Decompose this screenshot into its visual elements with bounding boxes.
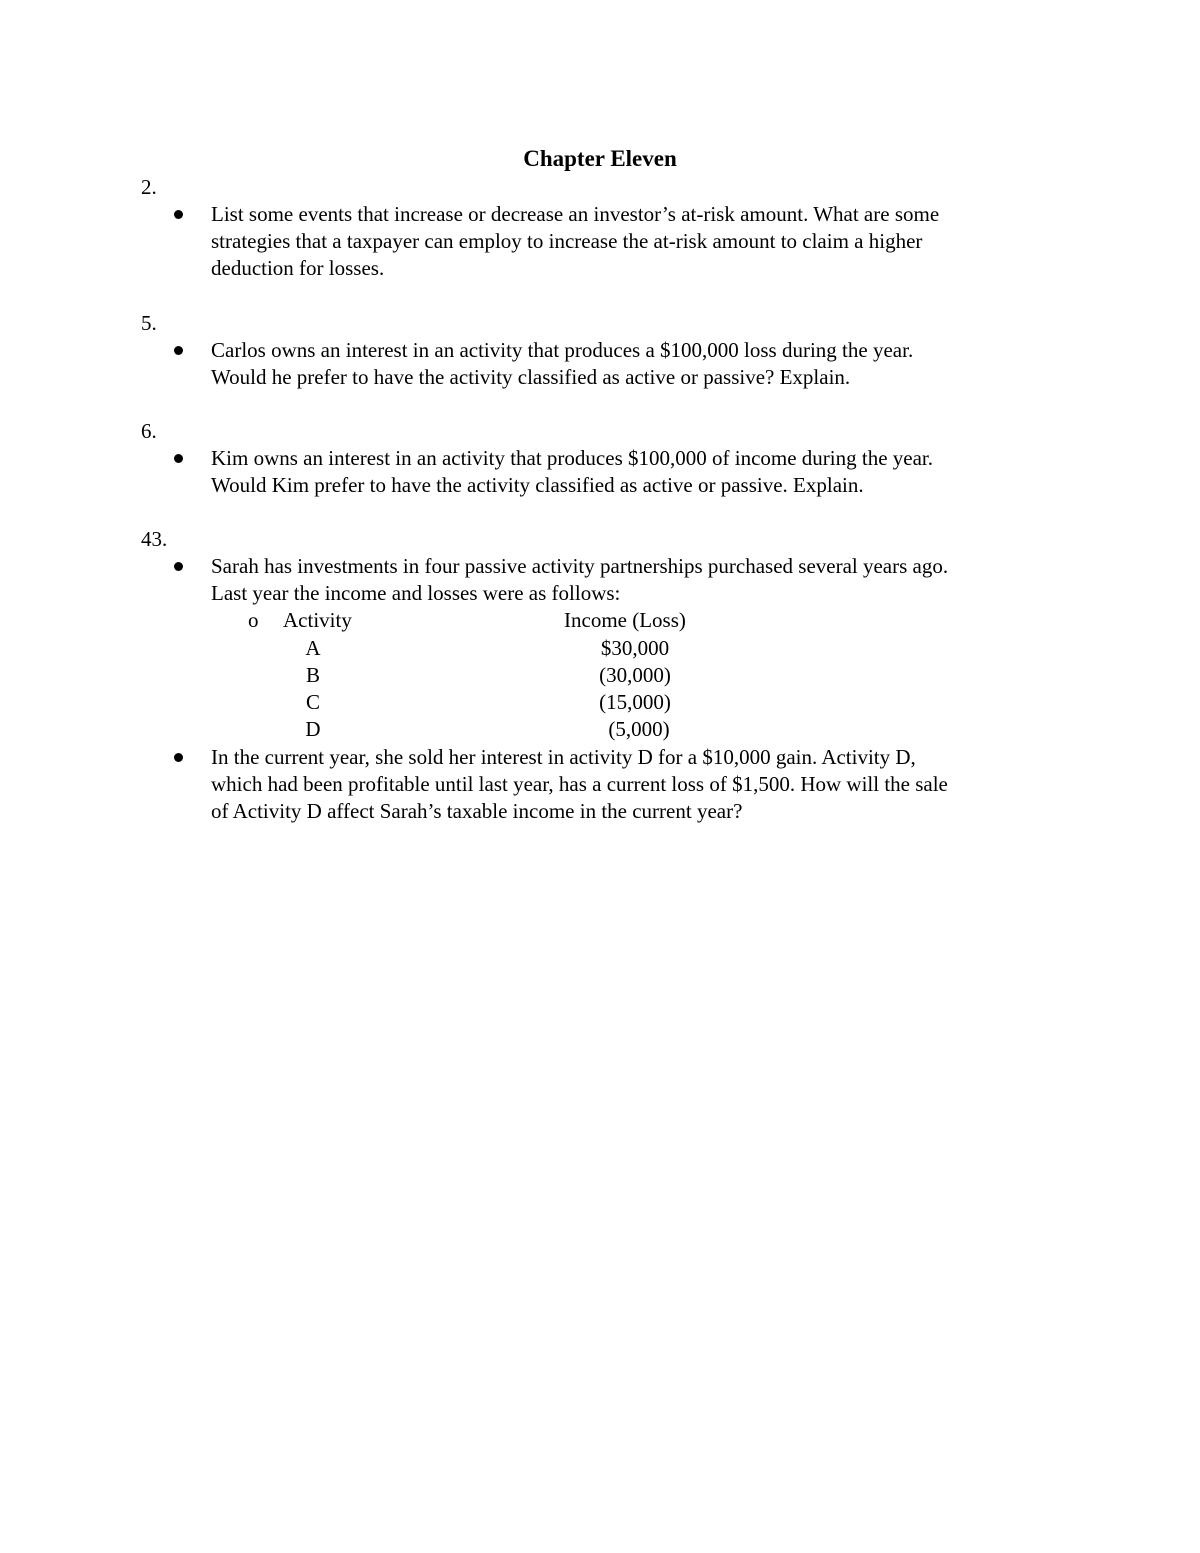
question-number: 43.	[141, 527, 168, 551]
question-number: 6.	[141, 419, 157, 443]
bullet-icon	[174, 753, 183, 762]
activity-table-row	[0, 689, 1200, 716]
activity-table-row	[0, 716, 1200, 743]
activity-table-row	[0, 662, 1200, 689]
income-cell: (30,000)	[599, 663, 671, 687]
bullet-icon	[174, 346, 183, 355]
activity-cell: D	[305, 717, 321, 741]
activity-cell: A	[305, 636, 321, 660]
question-number: 5.	[141, 311, 157, 335]
bullet-text: Kim owns an interest in an activity that produces $100,000 of income during the year. Would Kim prefer to have the activity classified as active or passive. Explain.	[211, 446, 933, 497]
activity-table-row	[0, 635, 1200, 662]
bullet-text: In the current year, she sold her interest in activity D for a $10,000 gain. Activity D, which had been profitable until last year, has a current loss of $1,500. How will the sale of Activity D affect Sarah’s taxable income in the current year?	[211, 745, 948, 823]
activity-column-header: Activity	[283, 608, 352, 632]
bullet-text: Sarah has investments in four passive activity partnerships purchased several years ago. Last year the income and losses were as follows:	[211, 554, 949, 605]
activity-cell: B	[305, 663, 320, 687]
activity-table-header	[0, 607, 1200, 634]
activity-cell: C	[305, 690, 320, 714]
bullet-icon	[174, 454, 183, 463]
income-cell: (15,000)	[599, 690, 671, 714]
page-title: Chapter Eleven	[523, 146, 677, 171]
bullet-text: Carlos owns an interest in an activity that produces a $100,000 loss during the year. Would he prefer to have the activity classified as active or passive? Explain.	[211, 338, 914, 389]
question-number: 2.	[141, 175, 157, 199]
bullet-text: List some events that increase or decrease an investor’s at-risk amount. What are some strategies that a taxpayer can employ to increase the at-risk amount to claim a higher deduction for losses.	[211, 202, 940, 280]
income-column-header: Income (Loss)	[564, 608, 686, 632]
income-cell: (5,000)	[608, 717, 670, 741]
bullet-icon	[174, 562, 183, 571]
income-cell: $30,000	[600, 636, 670, 660]
sub-bullet-icon: o	[248, 608, 259, 632]
bullet-icon	[174, 210, 183, 219]
